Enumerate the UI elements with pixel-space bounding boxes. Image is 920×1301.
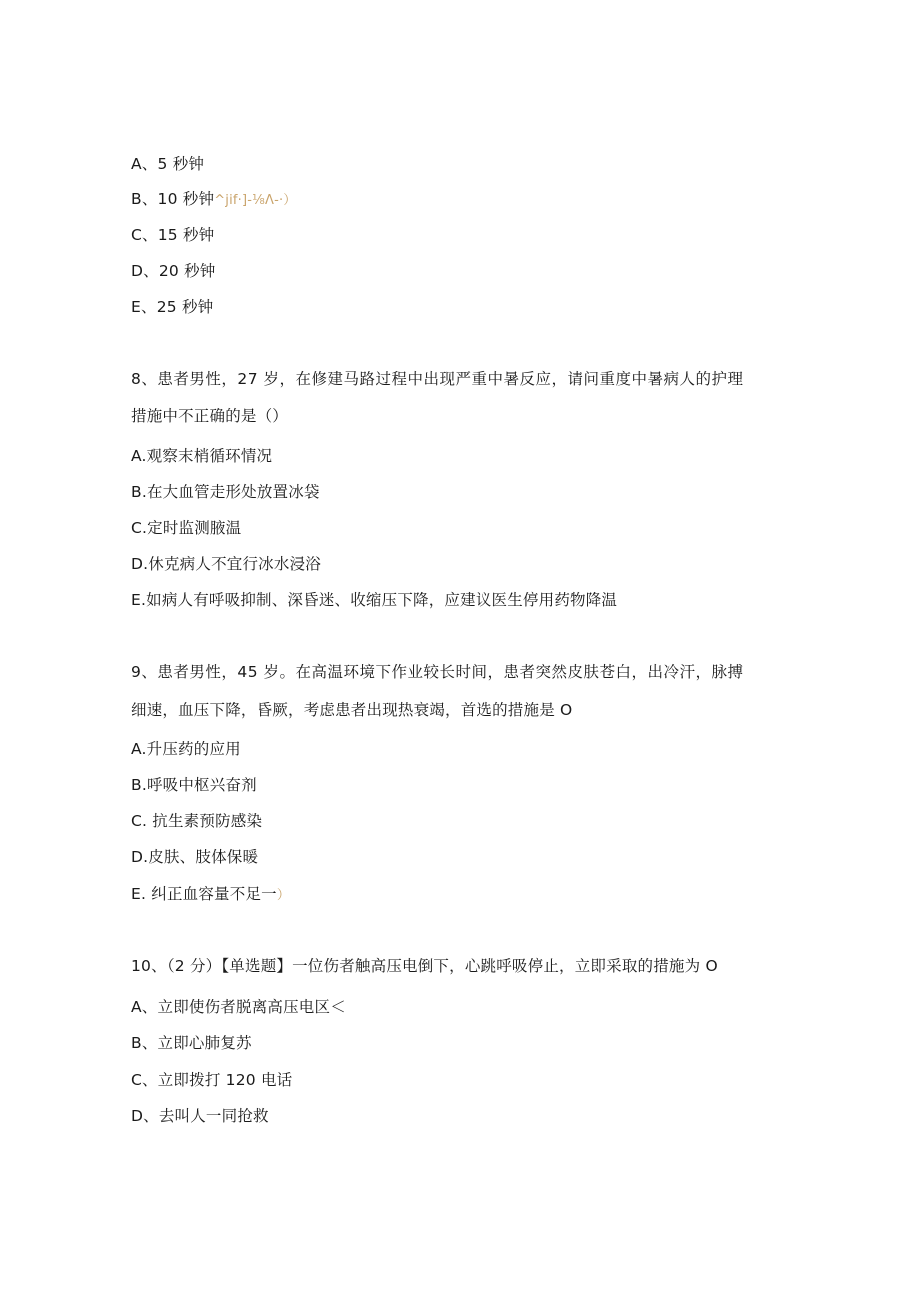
- q8-option-a: A.观察末梢循环情况: [131, 447, 273, 465]
- q7-option-b-annotation: ^jif·]-⅛Λ-·）: [214, 193, 297, 208]
- q7-option-e: E、25 秒钟: [131, 298, 214, 316]
- q8-question-line2: 措施中不正确的是（）: [131, 407, 289, 425]
- q8-option-e: E.如病人有呼吸抑制、深昏迷、收缩压下降，应建议医生停用药物降温: [131, 591, 618, 609]
- q8-option-d: D.休克病人不宜行冰水浸浴: [131, 555, 321, 573]
- q7-option-a: A、5 秒钟: [131, 155, 205, 173]
- q9-question-line1: 9、患者男性，45 岁。在高温环境下作业较长时间，患者突然皮肤苍白，出冷汗，脉搏: [131, 663, 744, 681]
- q9-option-b: B.呼吸中枢兴奋剂: [131, 776, 257, 794]
- q8-question-line1: 8、患者男性，27 岁，在修建马路过程中出现严重中暑反应，请问重度中暑病人的护理: [131, 370, 744, 388]
- q9-question-line2: 细速，血压下降，昏厥，考虑患者出现热衰竭，首选的措施是 O: [131, 701, 573, 719]
- q10-option-b: B、立即心肺复苏: [131, 1034, 252, 1052]
- q9-option-e: [131, 883, 290, 907]
- q8-option-b: B.在大血管走形处放置冰袋: [131, 483, 320, 501]
- q9-option-e-annotation: ）: [276, 888, 291, 903]
- q10-option-c: C、立即拨打 120 电话: [131, 1071, 293, 1089]
- q7-option-b-text: B、10 秒钟: [131, 190, 215, 208]
- q9-option-e-text: E. 纠正血容量不足一: [131, 885, 277, 903]
- q9-option-d: D.皮肤、肢体保暖: [131, 848, 259, 866]
- q8-option-c: C.定时监测腋温: [131, 519, 242, 537]
- q10-question-line1: 10、（2 分）【单选题】一位伤者触高压电倒下，心跳呼吸停止，立即采取的措施为 O: [131, 957, 718, 975]
- q7-option-c: C、15 秒钟: [131, 226, 215, 244]
- q10-option-a: A、立即使伤者脱离高压电区＜: [131, 998, 346, 1016]
- q7-option-d: D、20 秒钟: [131, 262, 216, 280]
- q9-option-c: C. 抗生素预防感染: [131, 812, 263, 830]
- q9-option-a: A.升压药的应用: [131, 740, 241, 758]
- q7-option-b: [131, 188, 297, 212]
- q10-option-d: D、去叫人一同抢救: [131, 1107, 269, 1125]
